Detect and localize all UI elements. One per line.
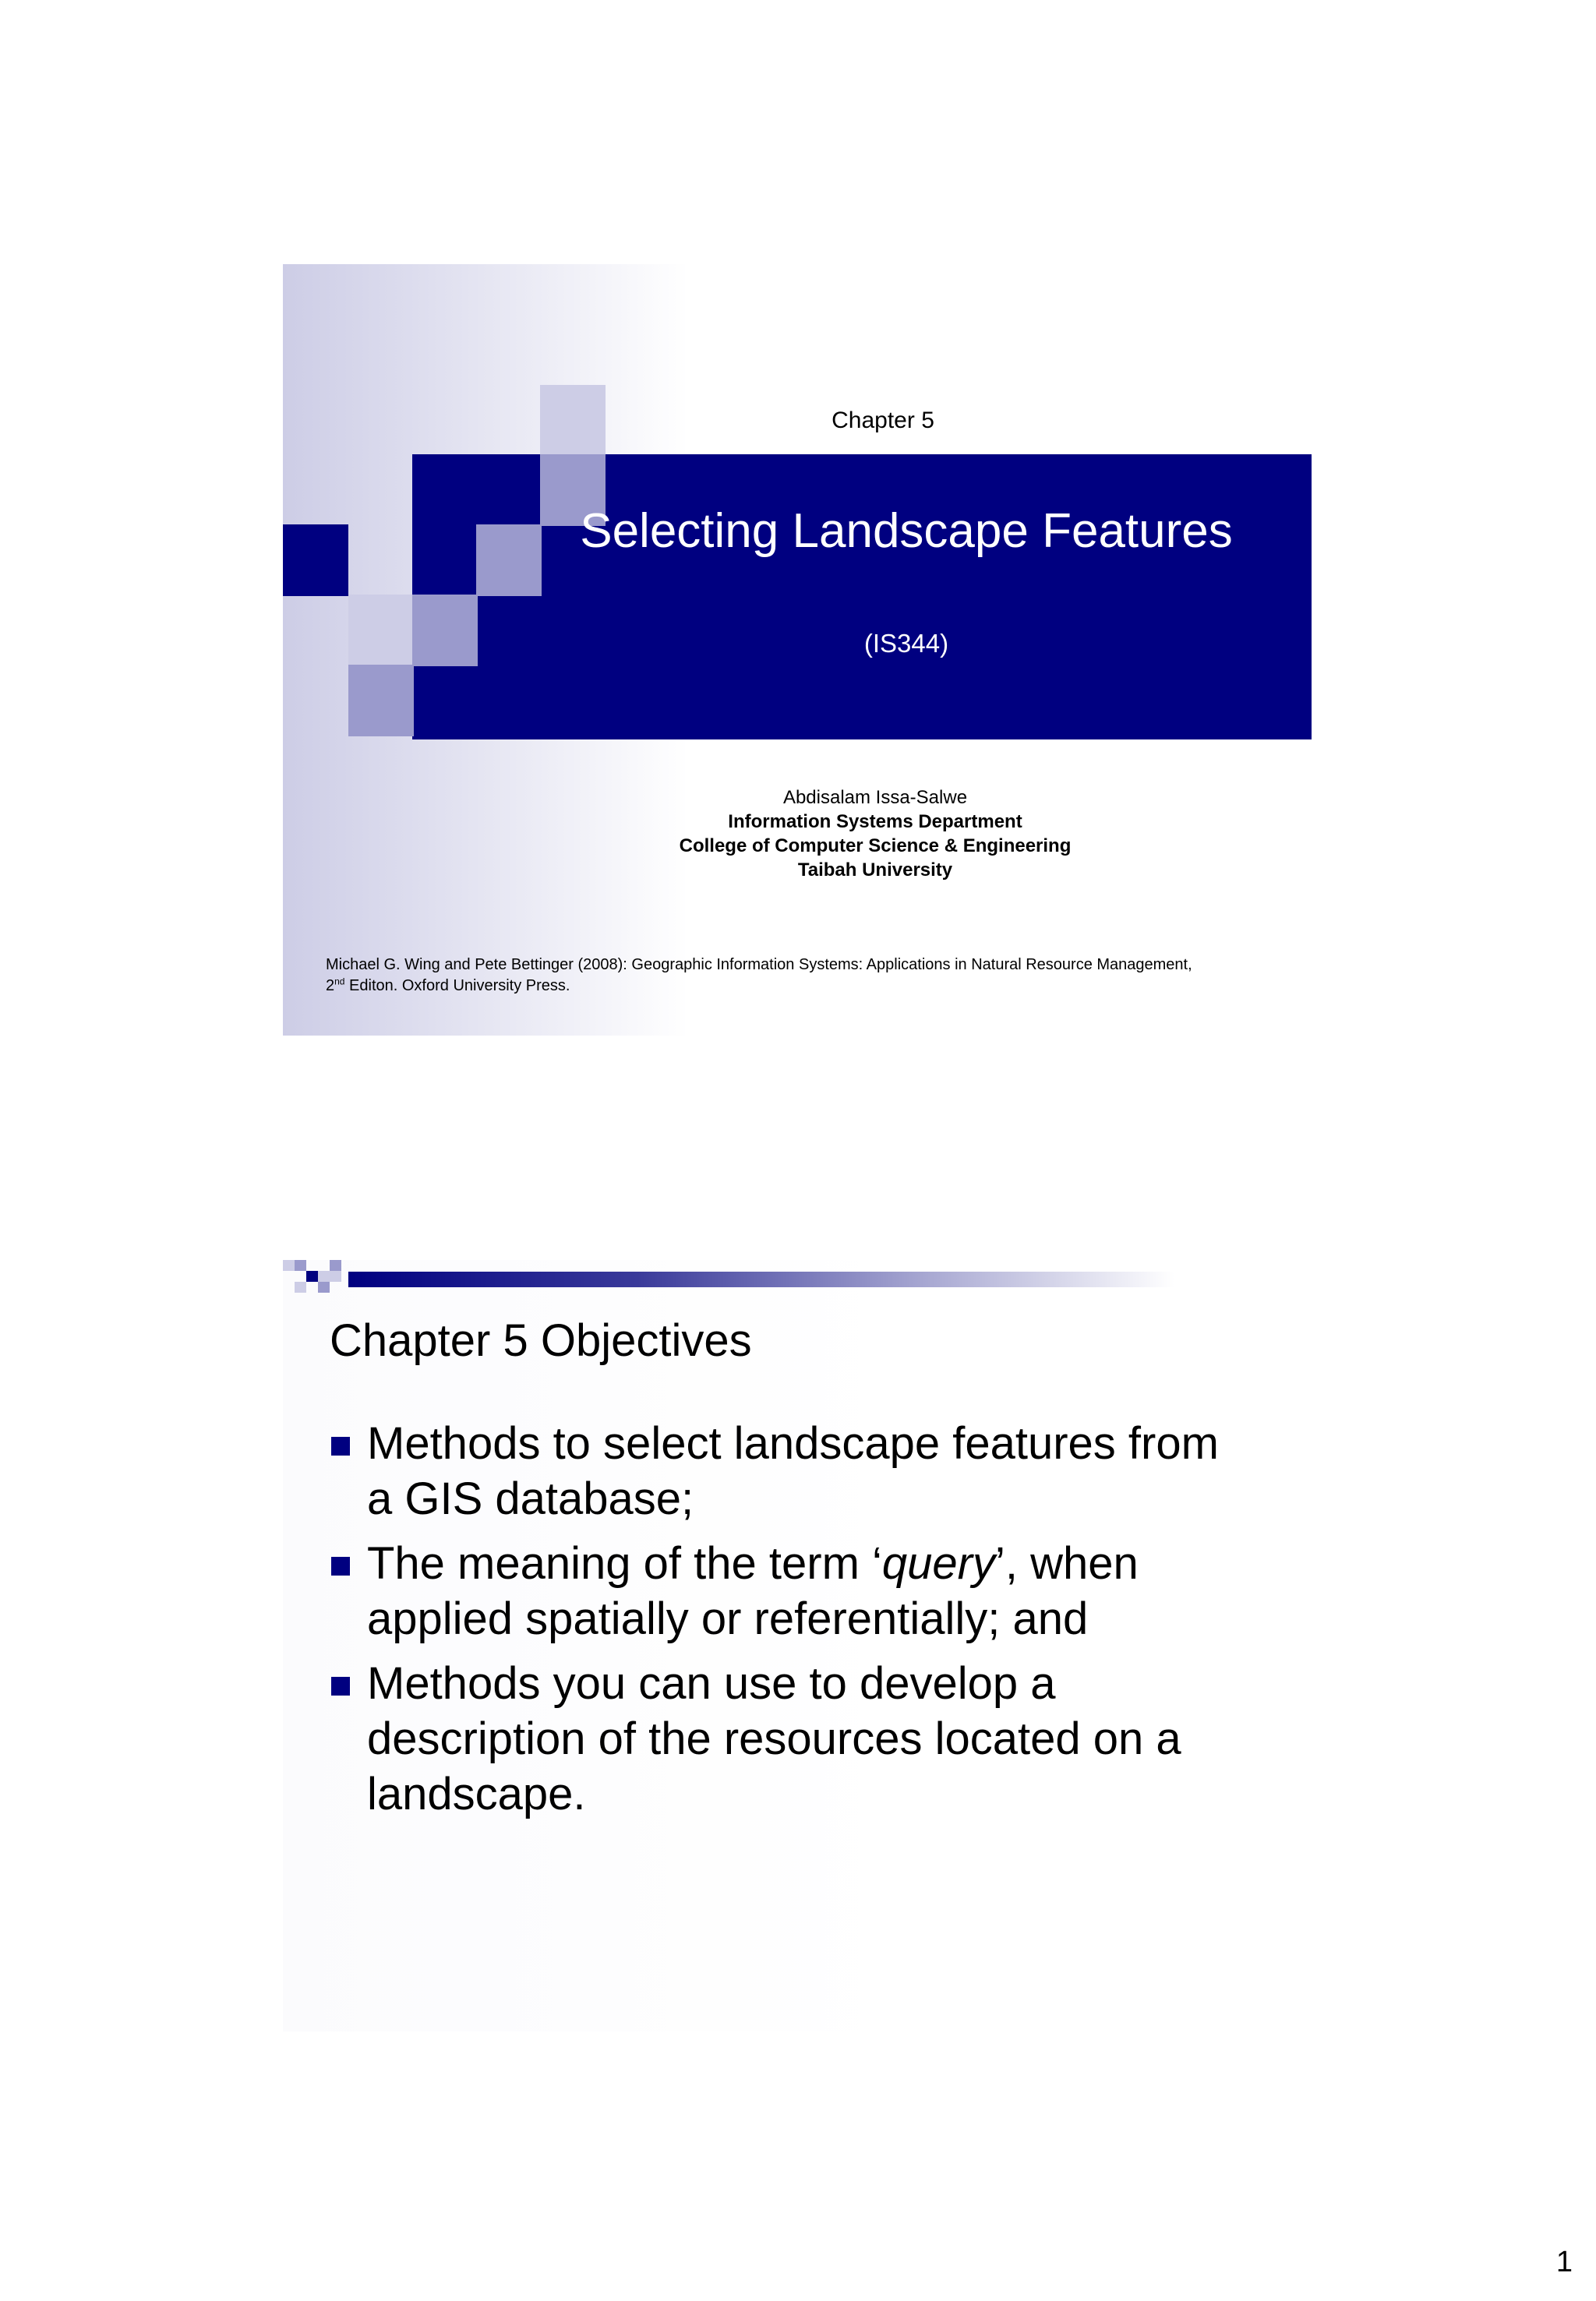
- square-bullet-icon: [331, 1437, 350, 1456]
- reference-line-2-rest: Editon. Oxford University Press.: [344, 977, 570, 994]
- edition-number: 2: [326, 977, 335, 994]
- deco-square-mid: [476, 524, 542, 596]
- course-code: (IS344): [863, 629, 949, 658]
- bullet-text: ’, when: [994, 1538, 1139, 1589]
- square-bullet-icon: [331, 1557, 350, 1576]
- deco-square-mid: [412, 595, 478, 666]
- objectives-title: Chapter 5 Objectives: [330, 1315, 752, 1366]
- list-item: [330, 1656, 1265, 1822]
- author-college: College of Computer Science & Engineering: [679, 835, 1072, 856]
- reference-line-2: [326, 976, 1292, 997]
- deco-square-mid: [348, 665, 414, 736]
- deco-square: [348, 595, 414, 666]
- deco-mini-square: [295, 1260, 306, 1271]
- square-bullet-icon: [331, 1677, 350, 1696]
- bullet-line: description of the resources located on a: [367, 1713, 1181, 1764]
- deco-mini-square: [330, 1271, 341, 1282]
- page-number: 1: [1555, 2246, 1573, 2278]
- header-gradient-bar: [348, 1272, 1174, 1287]
- deco-mini-square: [330, 1260, 341, 1271]
- bullet-line: [367, 1536, 1265, 1591]
- slide-title: Selecting Landscape Features: [580, 504, 1233, 558]
- bullet-line: a GIS database;: [367, 1473, 694, 1524]
- deco-mini-square: [283, 1260, 295, 1271]
- query-term: query: [881, 1538, 995, 1589]
- objectives-slide: [283, 1260, 1312, 2031]
- deco-mini-square: [295, 1282, 306, 1293]
- header-decoration: [283, 1260, 1312, 1295]
- deco-square-dark: [283, 524, 348, 596]
- chapter-label: Chapter 5: [832, 408, 934, 433]
- deco-mini-square: [318, 1271, 330, 1282]
- bullet-line: Methods you can use to develop a: [367, 1658, 1056, 1709]
- deco-mini-square: [318, 1282, 330, 1293]
- list-item: [330, 1536, 1265, 1646]
- bullet-text: The meaning of the term ‘: [367, 1538, 882, 1589]
- objectives-list: [330, 1416, 1265, 1831]
- author-name: Abdisalam Issa-Salwe: [782, 787, 968, 808]
- author-university: Taibah University: [797, 859, 953, 881]
- author-block: [462, 785, 1288, 882]
- bullet-line: Methods to select landscape features from: [367, 1418, 1219, 1469]
- bullet-line: landscape.: [367, 1769, 586, 1819]
- list-item: [330, 1416, 1265, 1526]
- author-department: Information Systems Department: [728, 811, 1022, 832]
- deco-mini-square: [306, 1271, 318, 1282]
- edition-suffix: nd: [334, 976, 345, 987]
- book-reference: [326, 955, 1292, 997]
- bullet-line: applied spatially or referentially; and: [367, 1593, 1089, 1644]
- reference-line-1: Michael G. Wing and Pete Bettinger (2008): Geographic Information Systems: Applications in Natural Resource Management,: [326, 956, 1192, 973]
- title-slide: [283, 264, 1312, 1036]
